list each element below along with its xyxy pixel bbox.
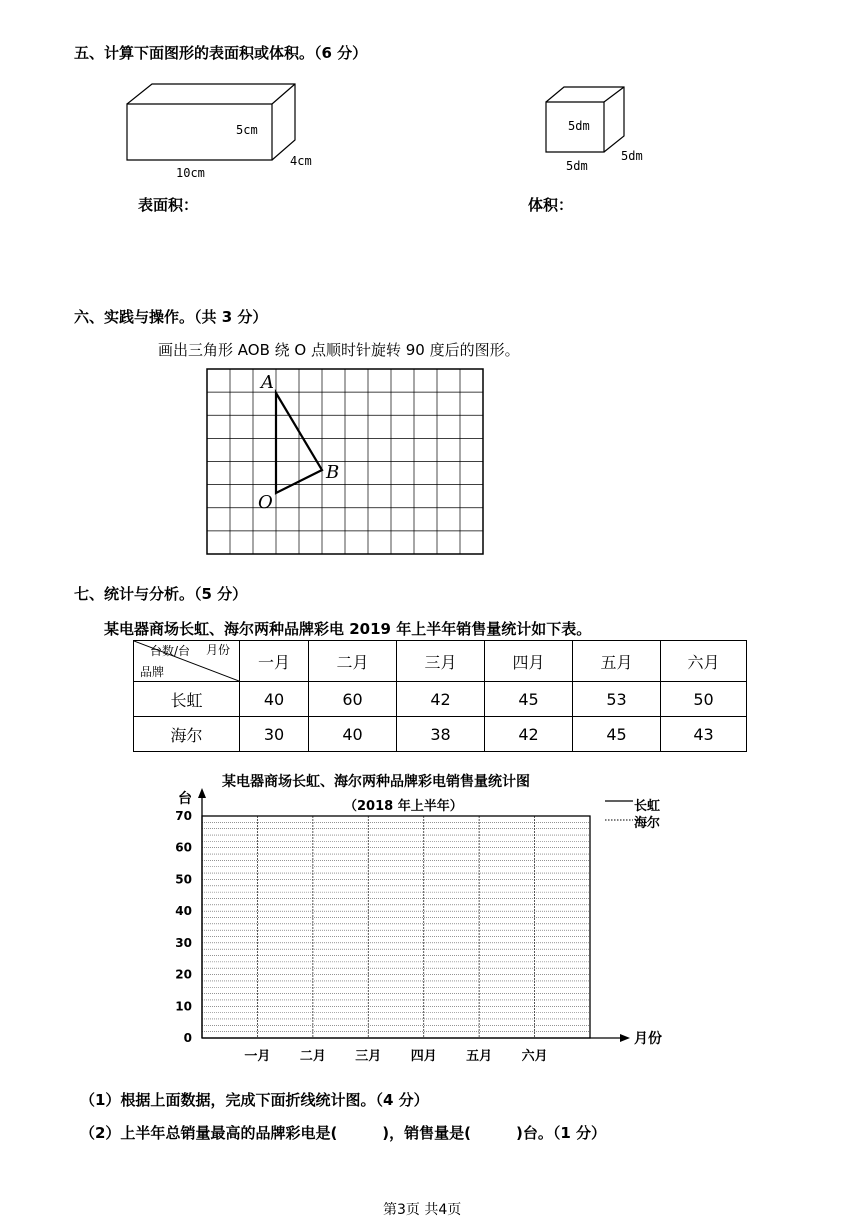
x-tick-label: 六月 xyxy=(521,1049,548,1064)
y-tick-label: 70 xyxy=(175,809,192,823)
rotation-instruction: 画出三角形 AOB 绕 O 点顺时针旋转 90 度后的图形。 xyxy=(158,341,520,359)
rotation-grid xyxy=(205,368,485,556)
chart-subtitle: （2018 年上半年） xyxy=(344,799,463,814)
value-cell: 45 xyxy=(485,682,573,717)
brand-cell: 海尔 xyxy=(134,717,240,752)
table-corner-cell xyxy=(134,641,240,682)
corner-quantity-label: 台数/台 xyxy=(150,644,191,658)
cuboid-height-label: 5cm xyxy=(236,123,258,137)
month-header: 五月 xyxy=(573,641,661,682)
value-cell: 30 xyxy=(240,717,309,752)
corner-brand-label: 品牌 xyxy=(140,665,165,679)
table-row xyxy=(134,717,747,752)
x-tick-label: 五月 xyxy=(466,1049,493,1064)
question-2: （2）上半年总销量最高的品牌彩电是( )，销售量是( )台。（1 分） xyxy=(80,1124,607,1142)
y-tick-label: 30 xyxy=(175,935,192,950)
cube-side-label: 5dm xyxy=(621,149,643,163)
section6-heading: 六、实践与操作。（共 3 分） xyxy=(74,308,268,326)
legend-label-changhong: 长虹 xyxy=(634,799,661,814)
cube-bottom-label: 5dm xyxy=(566,159,588,173)
point-o-label: O xyxy=(258,492,273,513)
value-cell: 45 xyxy=(573,717,661,752)
point-b-label: B xyxy=(326,462,340,483)
point-a-label: A xyxy=(261,372,274,393)
question-1: （1）根据上面数据，完成下面折线统计图。（4 分） xyxy=(80,1091,429,1109)
value-cell: 40 xyxy=(240,682,309,717)
month-header: 一月 xyxy=(240,641,309,682)
month-header: 三月 xyxy=(397,641,485,682)
y-axis-label: 台 xyxy=(178,791,192,807)
value-cell: 50 xyxy=(661,682,747,717)
y-axis-arrow xyxy=(198,788,206,798)
chart-title: 某电器商场长虹、海尔两种品牌彩电销售量统计图 xyxy=(222,774,530,790)
plot-frame xyxy=(202,816,590,1038)
value-cell: 60 xyxy=(309,682,397,717)
cuboid-width-label: 4cm xyxy=(290,154,312,168)
value-cell: 43 xyxy=(661,717,747,752)
page-footer: 第3页 共4页 xyxy=(383,1202,462,1218)
sales-table xyxy=(133,640,747,752)
section5-heading: 五、计算下面图形的表面积或体积。（6 分） xyxy=(74,44,368,62)
section7-heading: 七、统计与分析。（5 分） xyxy=(74,585,248,603)
corner-month-label: 月份 xyxy=(206,643,231,657)
y-tick-label: 50 xyxy=(175,872,192,887)
x-tick-label: 二月 xyxy=(299,1049,326,1064)
cuboid-length-label: 10cm xyxy=(176,166,205,180)
x-axis-arrow xyxy=(620,1034,630,1042)
x-tick-label: 四月 xyxy=(410,1049,437,1064)
value-cell: 38 xyxy=(397,717,485,752)
x-tick-label: 一月 xyxy=(244,1049,271,1064)
line-chart xyxy=(150,780,690,1080)
cuboid-figure xyxy=(120,78,330,188)
y-tick-label: 60 xyxy=(175,840,192,855)
x-tick-label: 三月 xyxy=(355,1049,382,1064)
y-tick-label: 0 xyxy=(183,1031,192,1045)
brand-cell: 长虹 xyxy=(134,682,240,717)
y-tick-label: 40 xyxy=(175,904,192,919)
y-tick-label: 20 xyxy=(175,967,192,982)
value-cell: 40 xyxy=(309,717,397,752)
month-header: 四月 xyxy=(485,641,573,682)
x-axis-label: 月份 xyxy=(634,1031,662,1047)
value-cell: 42 xyxy=(485,717,573,752)
surface-area-label: 表面积： xyxy=(138,196,199,214)
legend-label-haier: 海尔 xyxy=(634,816,661,831)
table-row xyxy=(134,682,747,717)
table-intro: 某电器商场长虹、海尔两种品牌彩电 2019 年上半年销售量统计如下表。 xyxy=(104,620,592,638)
month-header: 二月 xyxy=(309,641,397,682)
month-header: 六月 xyxy=(661,641,747,682)
value-cell: 53 xyxy=(573,682,661,717)
volume-label: 体积： xyxy=(528,196,574,214)
cube-front-label: 5dm xyxy=(568,119,590,133)
y-tick-label: 10 xyxy=(175,999,192,1014)
value-cell: 42 xyxy=(397,682,485,717)
